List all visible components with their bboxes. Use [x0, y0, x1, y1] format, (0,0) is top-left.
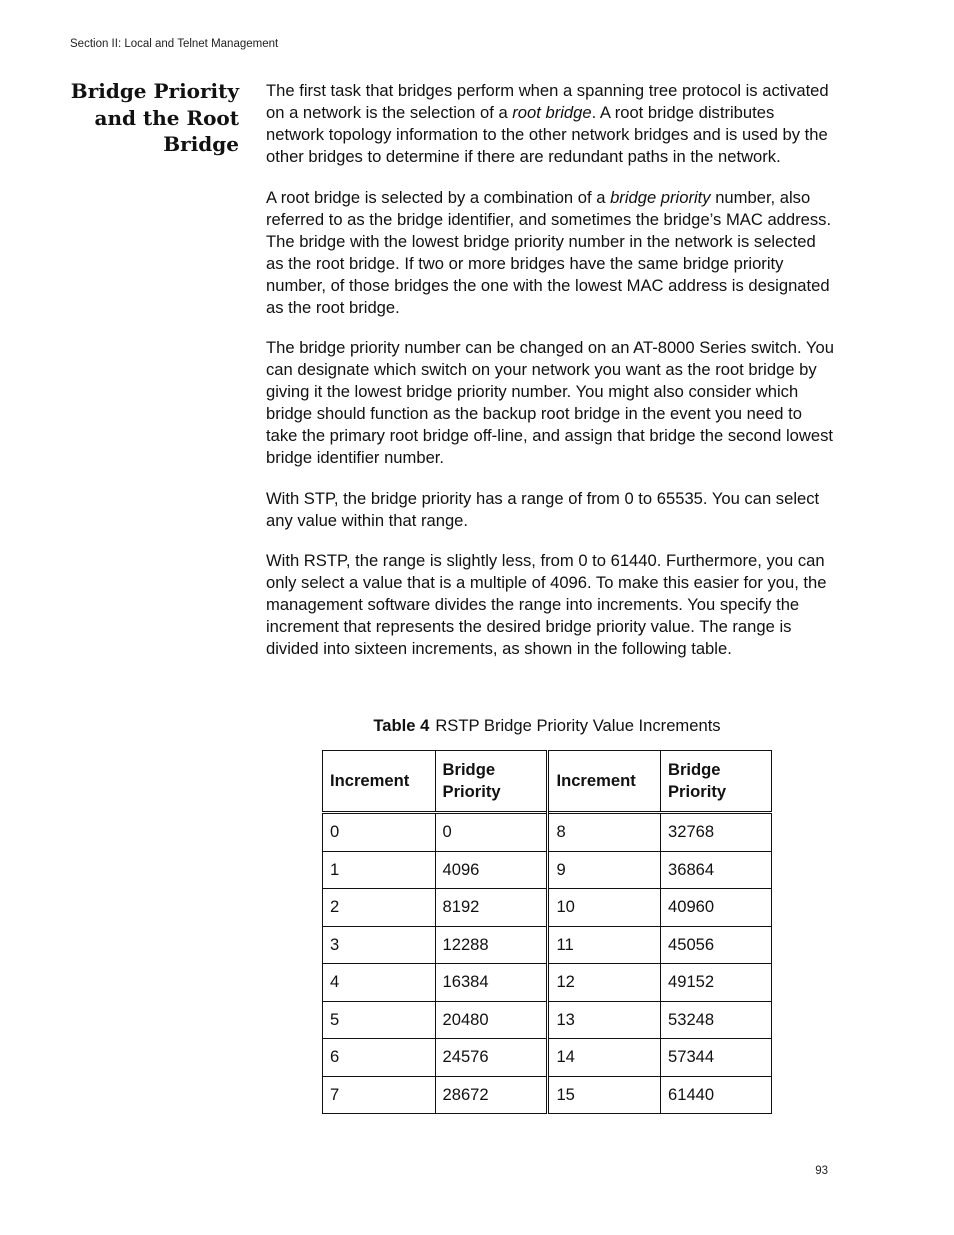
header-bridge-priority-2: Bridge Priority	[660, 751, 771, 813]
priority-increments-table	[322, 750, 772, 1114]
running-header: Section II: Local and Telnet Management	[70, 38, 279, 50]
table-cell: 20480	[435, 1001, 548, 1039]
table-row	[323, 889, 772, 927]
table-cell: 1	[323, 851, 436, 889]
table-cell: 4096	[435, 851, 548, 889]
paragraph-rstp-range: With RSTP, the range is slightly less, from 0 to 61440. Furthermore, you can only select a value that is a multiple of 4096. To make this easier for you, the management software divides the range into increments. You specify the increment that represents the desired bridge priority value. The range is divided into sixteen increments, as shown in the following table.	[266, 551, 827, 658]
header-increment-2: Increment	[548, 751, 661, 813]
table-cell: 12	[548, 964, 661, 1002]
paragraph-changing-priority: The bridge priority number can be changed on an AT-8000 Series switch. You can designate which switch on your network you want as the root bridge by giving it the lowest bridge priority number. You might also consider which bridge should function as the backup root bridge in the event you need to take the primary root bridge off-line, and assign that bridge the second lowest bridge identifier number.	[266, 338, 834, 467]
table-row	[323, 964, 772, 1002]
paragraph-stp-range: With STP, the bridge priority has a range of from 0 to 65535. You can select any value within that range.	[266, 488, 820, 530]
header-bridge-priority-1: Bridge Priority	[435, 751, 548, 813]
table-cell: 5	[323, 1001, 436, 1039]
table-cell: 2	[323, 889, 436, 927]
paragraph-root-bridge-selection	[266, 80, 836, 168]
table-row	[323, 926, 772, 964]
table-cell: 32768	[660, 813, 771, 852]
table-cell: 0	[435, 813, 548, 852]
table-cell: 0	[323, 813, 436, 852]
header-increment-1: Increment	[323, 751, 436, 813]
table-cell: 14	[548, 1039, 661, 1077]
paragraph-1-text-a: The first task that bridges perform when a spanning tree protocol is activated on a network is the selection of a	[266, 81, 829, 122]
table-cell: 4	[323, 964, 436, 1002]
table-cell: 9	[548, 851, 661, 889]
paragraph-2-text-a: A root bridge is selected by a combination of a	[266, 187, 611, 207]
table-cell: 13	[548, 1001, 661, 1039]
table-cell: 24576	[435, 1039, 548, 1077]
section-heading	[70, 78, 239, 158]
table-cell: 11	[548, 926, 661, 964]
table-cell: 16384	[435, 964, 548, 1002]
table-cell: 61440	[660, 1076, 771, 1114]
table-cell: 53248	[660, 1001, 771, 1039]
table-row	[323, 813, 772, 852]
section-heading-line-1: Bridge Priority	[70, 79, 239, 103]
table-cell: 6	[323, 1039, 436, 1077]
table-row	[323, 1001, 772, 1039]
table-caption-text: RSTP Bridge Priority Value Increments	[435, 716, 721, 735]
paragraph-bridge-priority	[266, 187, 836, 319]
table-row	[323, 1039, 772, 1077]
table-cell: 49152	[660, 964, 771, 1002]
term-bridge-priority: bridge priority	[610, 187, 711, 207]
table-cell: 7	[323, 1076, 436, 1114]
table-cell: 3	[323, 926, 436, 964]
table-cell: 36864	[660, 851, 771, 889]
table-cell: 12288	[435, 926, 548, 964]
table-caption-label: Table 4	[373, 716, 430, 735]
paragraph-2-text-b: number, also referred to as the bridge identifier, and sometimes the bridge’s MAC address. The bridge with the lowest bridge priority number in the network is selected as the root bridge. If two or more bridges have the same bridge priority number, of those bridges the one with the lowest MAC address is designated as the root bridge.	[266, 187, 832, 317]
term-root-bridge: root bridge	[512, 103, 592, 122]
table-cell: 10	[548, 889, 661, 927]
page-number: 93	[815, 1165, 828, 1177]
table-cell: 8	[548, 813, 661, 852]
table-row	[323, 851, 772, 889]
table-header-row	[323, 751, 772, 813]
section-heading-line-3: Bridge	[163, 132, 239, 156]
table-cell: 45056	[660, 926, 771, 964]
table-cell: 57344	[660, 1039, 771, 1077]
table-cell: 8192	[435, 889, 548, 927]
table-row	[323, 1076, 772, 1114]
section-heading-line-2: and the Root	[94, 105, 239, 130]
table-cell: 40960	[660, 889, 771, 927]
body-text	[266, 80, 836, 679]
table-cell: 28672	[435, 1076, 548, 1114]
table-caption	[322, 716, 772, 736]
paragraph-1-text-b: . A root bridge distributes network topology information to the other network bridges and is used by the other bridges to determine if there are redundant paths in the network.	[266, 103, 828, 166]
table-cell: 15	[548, 1076, 661, 1114]
